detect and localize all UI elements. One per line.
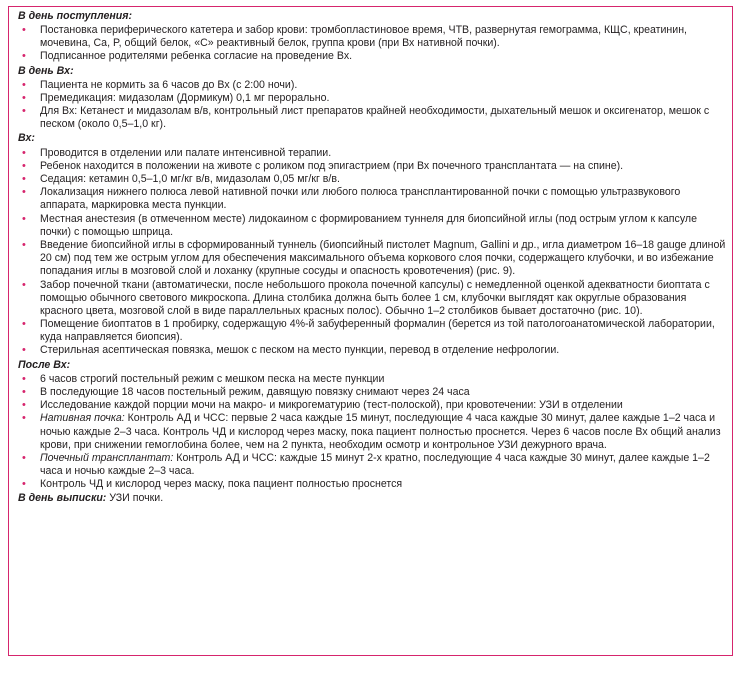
item-text: 6 часов строгий постельный режим с мешком песка на месте пункции [40, 372, 385, 385]
list-item [18, 160, 728, 173]
discharge-line [18, 492, 728, 505]
item-text: Забор почечной ткани (автоматически, после небольшого прокола почечной капсулы) с немедленной оценкой адекватности биоптата с помощью обычного светового микроскопа. Длина столбика должна быть более 1 см, клубочки выглядят как округлые образования красного цвета, мозговой слой в виде параллельных красных полос). Обычно 1–2 столбиков бывает достаточно (рис. 10). [40, 278, 710, 317]
item-text: Пациента не кормить за 6 часов до Вх (с 2:00 ночи). [40, 78, 298, 91]
item-text: Постановка периферического катетера и забор крови: тромбопластиновое время, ЧТВ, развернутая гемограмма, КЩС, креатинин, мочевина, Ca, P, общий белок, «С» реактивный белок, группа крови (при Вх нативной почки). [40, 24, 687, 50]
item-text: Проводится в отделении или палате интенсивной терапии. [40, 146, 332, 159]
item-text: Для Вх: Кетанест и мидазолам в/в, контрольный лист препаратов крайней необходимости, дыхательный мешок и оксигенатор, мешок с песком (около 0,5–1,0 кг). [40, 105, 710, 131]
item-text: Введение биопсийной иглы в сформированный туннель (биопсийный пистолет Magnum, Gallini и др., игла диаметром 16–18 gauge длиной 20 см) под тем же острым углом для обеспечения максимального объема коркового слоя почки, содержащего клубочки, и во избежание попадания иглы в мозговой слой и лоханку (крупные сосуды и опасность кровотечения) (рис. 9). [40, 239, 726, 278]
list-item [18, 344, 728, 357]
item-label: Почечный трансплантат: [40, 451, 174, 464]
item-text: Контроль ЧД и кислород через маску, пока пациент полностью проснется [40, 478, 403, 491]
list-item [18, 386, 728, 399]
list-item [18, 213, 728, 239]
item-text: Контроль АД и ЧСС: первые 2 часа каждые 15 минут, последующие 4 часа каждые 30 минут, далее каждые 1–2 часа и ночью каждые 2–3 часа. Контроль ЧД и кислород через маску, пока пациент полностью проснется. Через 6 часов после Вх общий анализ крови, при снижении гемоглобина более, чем на 2 пункта, необходим осмотр и контрольное УЗИ дежурного врача. [40, 412, 721, 451]
list-item [18, 24, 728, 50]
list-item [18, 399, 728, 412]
section-heading: В день поступления: [18, 10, 132, 22]
item-text: Исследование каждой порции мочи на макро- и микрогематурию (тест-полоской), при кровотечении: УЗИ в отделении [40, 399, 623, 412]
item-text: Местная анестезия (в отмеченном месте) лидокаином с формированием туннеля для биопсийной иглы (под острым углом к капсуле почки) с помощью шприца. [40, 212, 697, 238]
list-item [18, 79, 728, 92]
section-heading: После Вх: [18, 358, 71, 371]
list-item [18, 50, 728, 63]
section-heading: Вх: [18, 132, 35, 145]
list-item [18, 452, 728, 478]
item-text: Контроль АД и ЧСС: каждые 15 минут 2-х кратно, последующие 4 часа каждые 30 минут, далее каждые 1–2 часа и ночью каждые 2–3 часа. [40, 451, 710, 477]
item-label: Нативная почка: [40, 412, 125, 425]
section-list [18, 373, 728, 492]
list-item [18, 92, 728, 105]
list-item [18, 147, 728, 160]
list-item [18, 279, 728, 318]
section-heading: В день Вх: [18, 64, 74, 77]
protocol-text [18, 9, 728, 505]
item-text: Помещение биоптатов в 1 пробирку, содержащую 4%-й забуференный формалин (берется из той патологоанатомической лаборатории, куда направляется биопсия). [40, 318, 715, 344]
section-list [18, 79, 728, 132]
list-item [18, 412, 728, 451]
list-item [18, 186, 728, 212]
item-text: Подписанное родителями ребенка согласие на проведение Вх. [40, 50, 353, 63]
discharge-heading: В день выписки: [18, 492, 107, 505]
list-item [18, 173, 728, 186]
list-item [18, 239, 728, 278]
section-list [18, 147, 728, 358]
item-text: Стерильная асептическая повязка, мешок с песком на место пункции, перевод в отделение нефрологии. [40, 344, 560, 357]
list-item [18, 478, 728, 491]
list-item [18, 105, 728, 131]
item-text: Премедикация: мидазолам (Дормикум) 0,1 мг перорально. [40, 91, 330, 104]
discharge-text: УЗИ почки. [106, 492, 164, 505]
item-text: В последующие 18 часов постельный режим, давящую повязку снимают через 24 часа [40, 385, 470, 398]
list-item [18, 373, 728, 386]
item-text: Ребенок находится в положении на животе с роликом под эпигастрием (при Вх почечного трансплантата — на спине). [40, 159, 624, 172]
item-text: Седация: кетамин 0,5–1,0 мг/кг в/в, мидазолам 0,05 мг/кг в/в. [40, 173, 340, 186]
list-item [18, 318, 728, 344]
item-text: Локализация нижнего полюса левой нативной почки или любого полюса трансплантированной почки с помощью ультразвукового аппарата, маркировка места пункции. [40, 186, 681, 212]
section-list [18, 24, 728, 63]
